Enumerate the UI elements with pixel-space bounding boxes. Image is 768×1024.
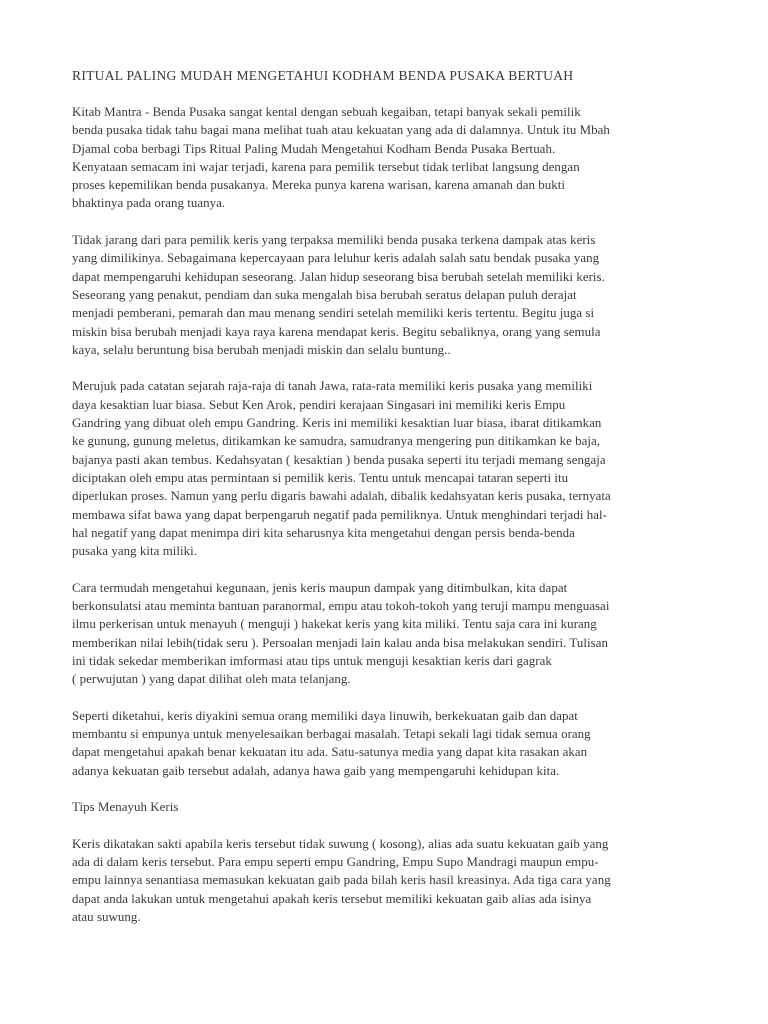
text-line: Seperti diketahui, keris diyakini semua orang memiliki daya linuwih, berkekuatan gaib dan dapat [72,708,578,723]
text-line: daya kesaktian luar biasa. Sebut Ken Arok, pendiri kerajaan Singasari ini memiliki keris Empu [72,397,566,412]
text-line: Djamal coba berbagi Tips Ritual Paling Mudah Mengetahui Kodham Benda Pusaka Bertuah. [72,141,556,156]
text-line: diciptakan oleh empu atas permintaan si pemilik keris. Tentu untuk mencapai tataran seperti itu [72,470,569,485]
text-line: memberikan nilai lebih(tidak seru ). Persoalan menjadi lain kalau anda bisa melakukan sendiri. Tulisan [72,635,608,650]
text-line: membantu si empunya untuk menyelesaikan berbagai masalah. Tetapi sekali lagi tidak semua orang [72,727,591,742]
text-line: bajanya pasti akan tembus. Kedahsyatan ( kesaktian ) benda pusaka seperti itu terjadi memang sengaja [72,452,606,467]
text-line: hal negatif yang dapat menimpa diri kita seharusnya kita mengetahui dengan persis benda-benda [72,525,575,540]
paragraph-5 [72,707,702,780]
text-line: Gandring yang dibuat oleh empu Gandring. Keris ini memiliki kesaktian luar biasa, ibarat ditikamkan [72,416,602,431]
paragraph-3 [72,377,702,560]
text-line: berkonsulatsi atau meminta bantuan paranormal, empu atau tokoh-tokoh yang teruji mampu menguasai [72,599,610,614]
paragraph-1 [72,103,702,213]
text-line: yang dimilikinya. Sebagaimana kepercayaan para leluhur keris adalah salah satu bendak pusaka yang [72,251,600,266]
paragraph-4 [72,579,702,689]
document-title: RITUAL PALING MUDAH MENGETAHUI KODHAM BENDA PUSAKA BERTUAH [72,68,574,83]
text-line: pusaka yang kita miliki. [72,544,198,559]
text-line: Cara termudah mengetahui kegunaan, jenis keris maupun dampak yang ditimbulkan, kita dapat [72,580,568,595]
text-line: ke gunung, gunung meletus, ditikamkan ke samudra, samudranya mengering pun ditikamkan ke baja, [72,434,601,449]
text-line: miskin bisa berubah menjadi kaya raya karena mendapat keris. Begitu sebaliknya, orang yang semula [72,324,601,339]
text-line: menjadi pemberani, pemarah dan mau menang sendiri setelah memiliki keris tertentu. Begitu juga si [72,306,595,321]
text-line: Kitab Mantra - Benda Pusaka sangat kental dengan sebuah kegaiban, tetapi banyak sekali pemilik [72,105,581,119]
text-line: ini tidak sekedar memberikan imformasi atau tips untuk menguji kesaktian keris dari gagrak [72,653,552,668]
text-line: diperlukan proses. Namun yang perlu digaris bawahi adalah, dibalik kedahsyatan keris pusaka, ternyata [72,489,611,504]
text-line: Seseorang yang penakut, pendiam dan suka mengalah bisa berubah seratus delapan puluh derajat [72,287,577,302]
document-body [72,67,702,945]
text-line: ada di dalam keris tersebut. Para empu seperti empu Gandring, Empu Supo Mandragi maupun empu- [72,855,599,870]
text-line: atau suwung. [72,910,141,925]
paragraph-2 [72,231,702,359]
text-line: Tidak jarang dari para pemilik keris yang terpaksa memiliki benda pusaka terkena dampak atas keris [72,233,596,248]
text-line: proses kepemilikan benda pusakanya. Mereka punya karena warisan, karena amanah dan bukti [72,178,565,193]
text-line: kaya, selalu beruntung bisa berubah menjadi miskin dan selalu buntung.. [72,342,451,357]
text-line: Merujuk pada catatan sejarah raja-raja di tanah Jawa, rata-rata memiliki keris pusaka yang memiliki [72,379,593,394]
text-line: bhaktinya pada orang tuanya. [72,196,226,211]
text-line: ( perwujutan ) yang dapat dilihat oleh mata telanjang. [72,672,351,687]
text-line: benda pusaka tidak tahu bagai mana melihat tuah atau kekuatan yang ada di dalamnya. Untuk itu Mbah [72,123,610,138]
text-line: Keris dikatakan sakti apabila keris tersebut tidak suwung ( kosong), alias ada suatu kekuatan gaib yang [72,836,609,851]
text-line: dapat anda lakukan untuk mengetahui apakah keris tersebut memiliki kekuatan gaib alias ada isinya [72,891,592,906]
text-line: dapat mempengaruhi kehidupan seseorang. Jalan hidup seseorang bisa berubah setelah memiliki keris. [72,269,605,284]
text-line: empu lainnya senantiasa memasukan kekuatan gaib pada bilah keris hasil kreasinya. Ada tiga cara yang [72,873,611,888]
text-line: ilmu perkerisan untuk menayuh ( menguji ) hakekat keris yang kita miliki. Tentu saja cara ini kurang [72,617,597,632]
text-line: membawa sifat bawa yang dapat berpengaruh negatif pada pemiliknya. Untuk menghindari terjadi hal- [72,507,607,522]
section-heading: Tips Menayuh Keris [72,800,179,815]
text-line: adanya kekuatan gaib tersebut adalah, adanya hawa gaib yang mempengaruhi kehidupan kita. [72,763,560,778]
text-line: Kenyataan semacam ini wajar terjadi, karena para pemilik tersebut tidak terlibat langsung dengan [72,159,580,174]
text-line: dapat mengetahui apakah benar kekuatan itu ada. Satu-satunya media yang dapat kita rasakan akan [72,745,588,760]
paragraph-6 [72,835,702,926]
